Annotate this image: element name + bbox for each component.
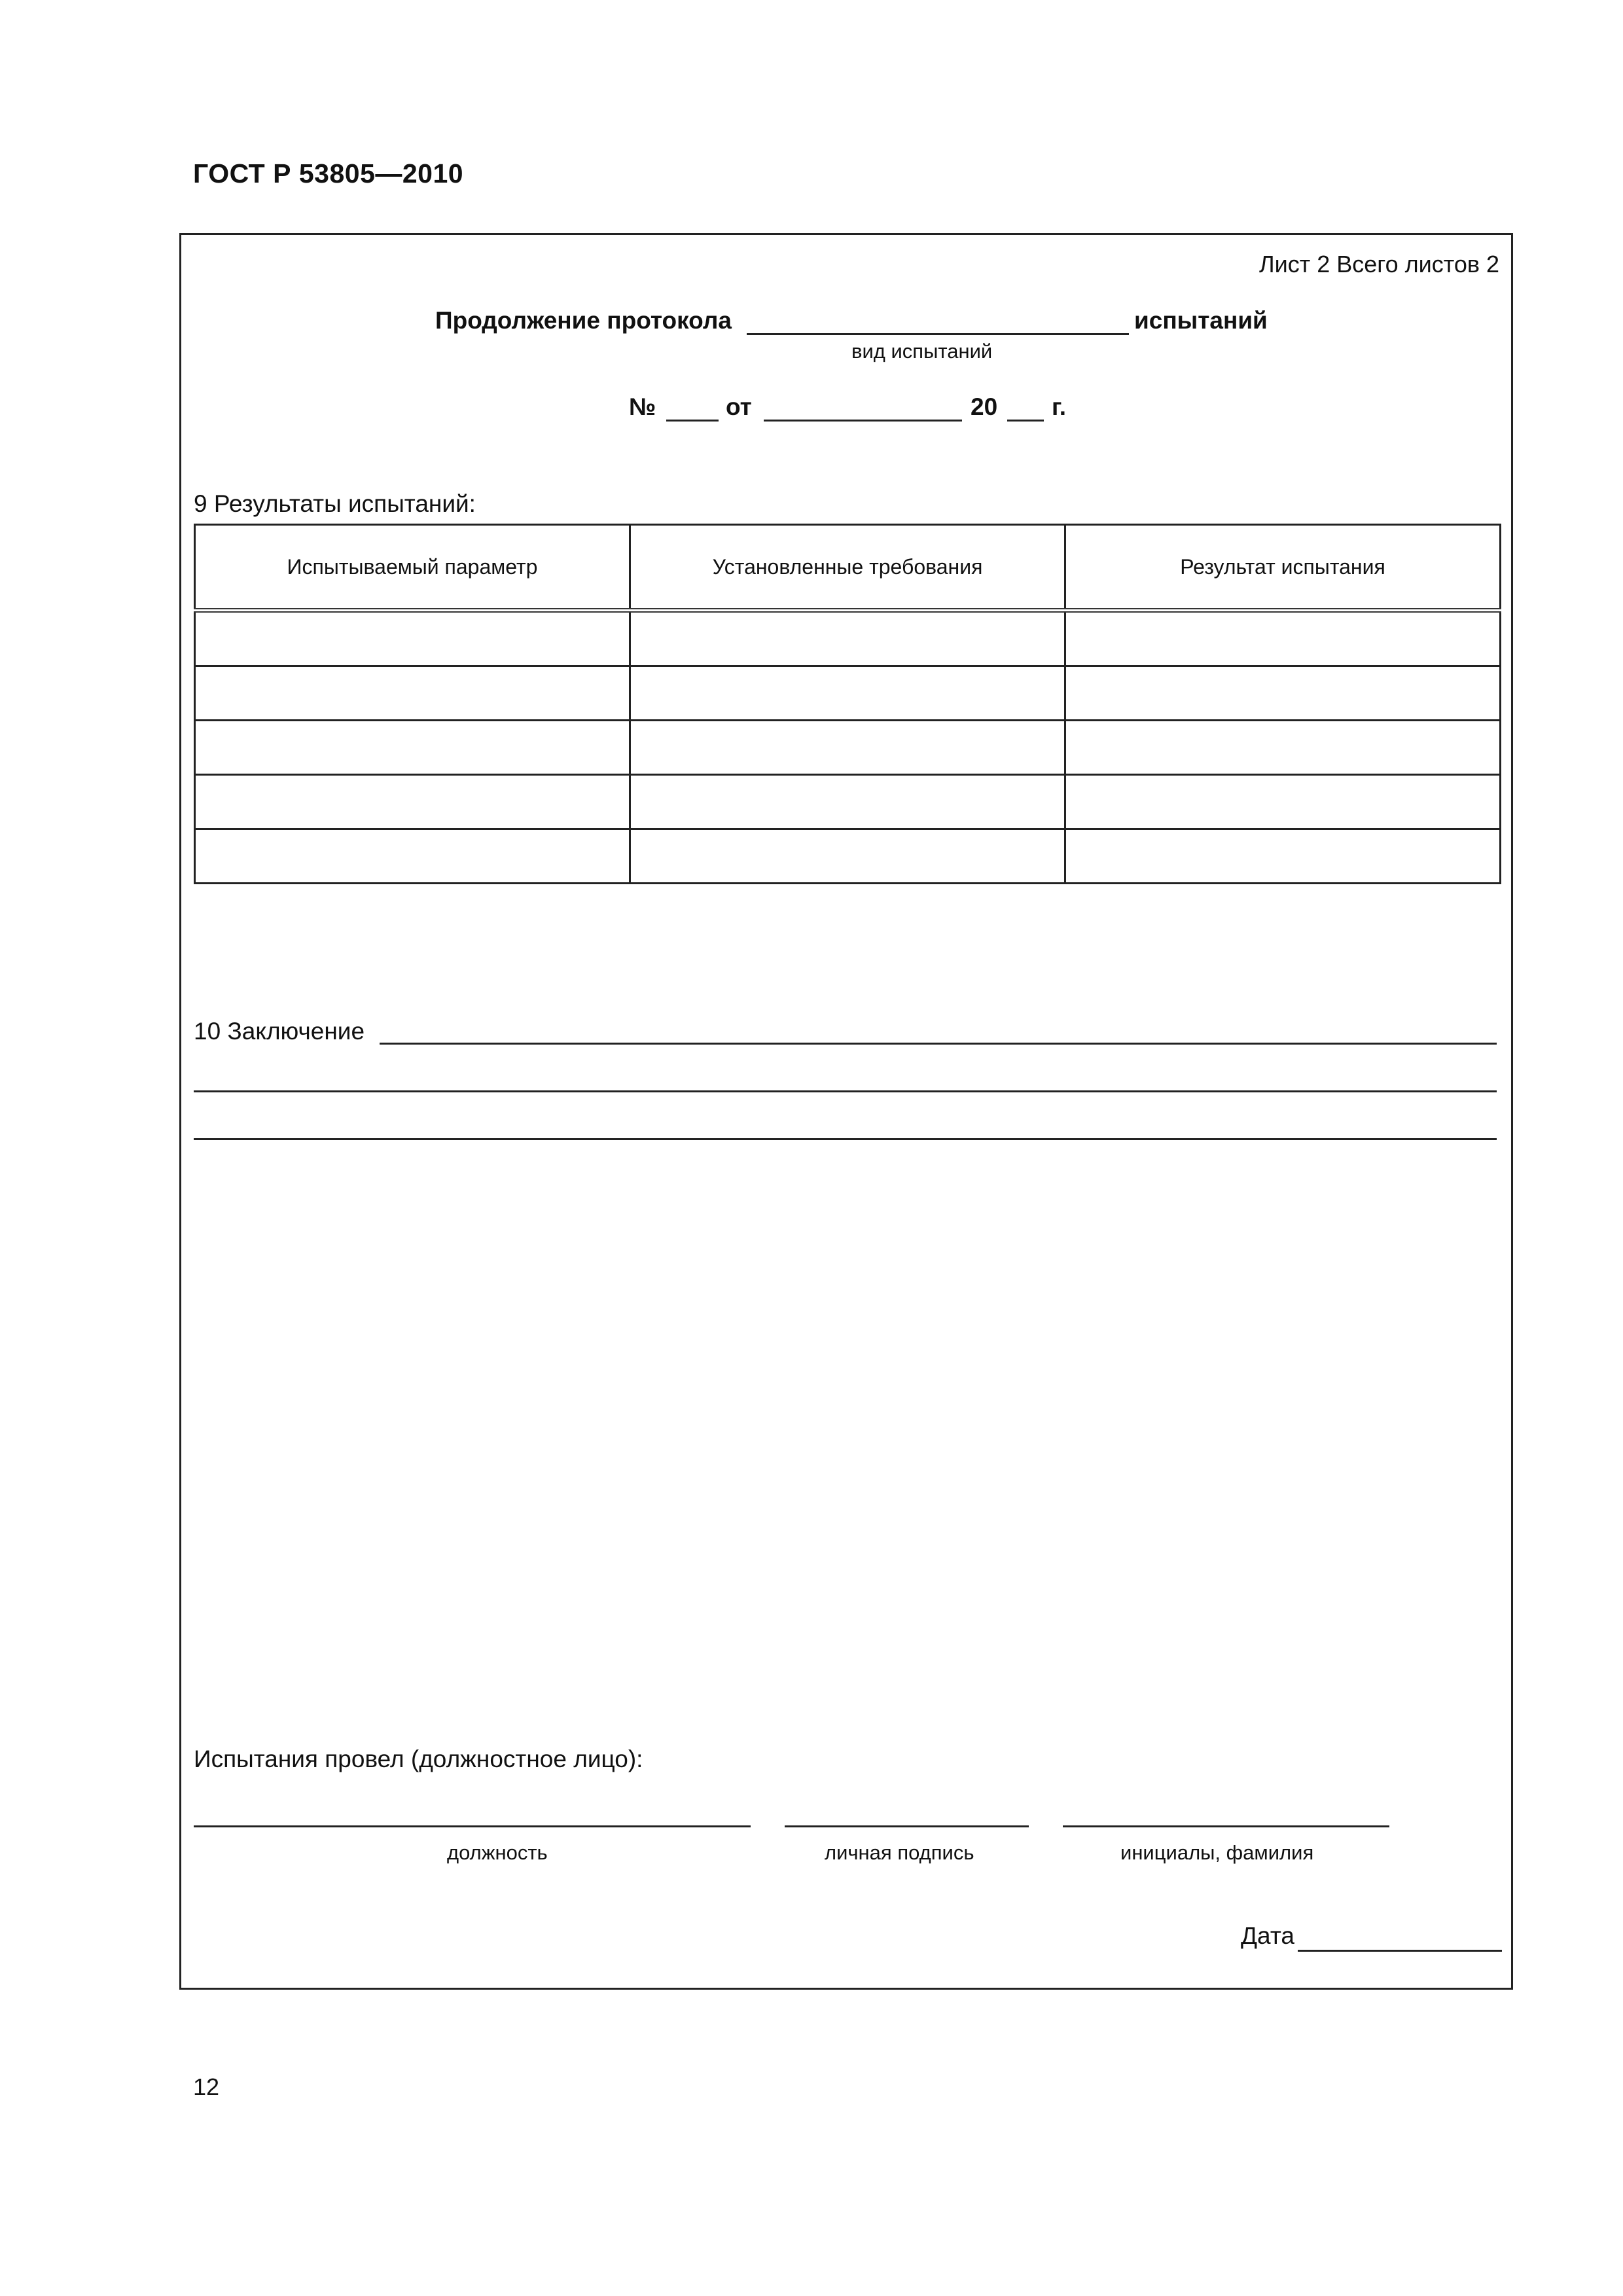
column-header-requirements: Установленные требования [630,525,1065,611]
position-caption: должность [447,1841,548,1864]
column-header-result: Результат испытания [1065,525,1501,611]
table-cell[interactable] [1065,721,1501,775]
table-cell[interactable] [1065,611,1501,666]
signature-field[interactable] [785,1825,1029,1827]
table-cell[interactable] [630,775,1065,829]
position-field[interactable] [194,1825,751,1827]
table-cell[interactable] [630,611,1065,666]
table-row [195,721,1501,775]
document-header: ГОСТ Р 53805—2010 [193,158,464,188]
section-10-label: 10 Заключение [194,1018,365,1045]
signature-label: Испытания провел (должностное лицо): [194,1746,643,1772]
table-cell[interactable] [195,666,630,721]
protocol-date-field[interactable] [764,420,962,422]
protocol-number-field[interactable] [666,420,719,422]
protocol-year-field[interactable] [1007,420,1044,422]
table-cell[interactable] [195,775,630,829]
conclusion-field-line-2[interactable] [194,1090,1497,1092]
table-cell[interactable] [1065,829,1501,884]
table-cell[interactable] [1065,666,1501,721]
conclusion-field-line-3[interactable] [194,1138,1497,1140]
table-cell[interactable] [630,721,1065,775]
results-table [194,524,1501,884]
test-type-field[interactable] [747,333,1129,335]
date-from-label: от [726,393,752,420]
test-type-caption: вид испытаний [851,340,993,363]
date-label: Дата [1241,1922,1294,1949]
page-number: 12 [193,2073,220,2100]
table-row [195,611,1501,666]
continuation-suffix: испытаний [1134,307,1268,334]
table-cell[interactable] [195,611,630,666]
protocol-form [179,233,1513,1990]
name-caption: инициалы, фамилия [1120,1841,1314,1864]
date-field[interactable] [1298,1950,1502,1952]
signature-caption: личная подпись [825,1841,974,1864]
table-row [195,666,1501,721]
table-cell[interactable] [195,829,630,884]
table-cell[interactable] [1065,775,1501,829]
table-cell[interactable] [195,721,630,775]
continuation-prefix: Продолжение протокола [435,307,732,334]
sheet-info: Лист 2 Всего листов 2 [1258,251,1499,278]
table-row [195,829,1501,884]
section-9-label: 9 Результаты испытаний: [194,490,476,517]
column-header-parameter: Испытываемый параметр [195,525,630,611]
table-row [195,775,1501,829]
table-cell[interactable] [630,666,1065,721]
year-suffix: г. [1052,393,1066,420]
table-cell[interactable] [630,829,1065,884]
number-sign: № [629,393,656,420]
year-prefix: 20 [971,393,998,420]
name-field[interactable] [1063,1825,1389,1827]
conclusion-field-line-1[interactable] [380,1043,1497,1045]
results-table-header-row [195,525,1501,611]
